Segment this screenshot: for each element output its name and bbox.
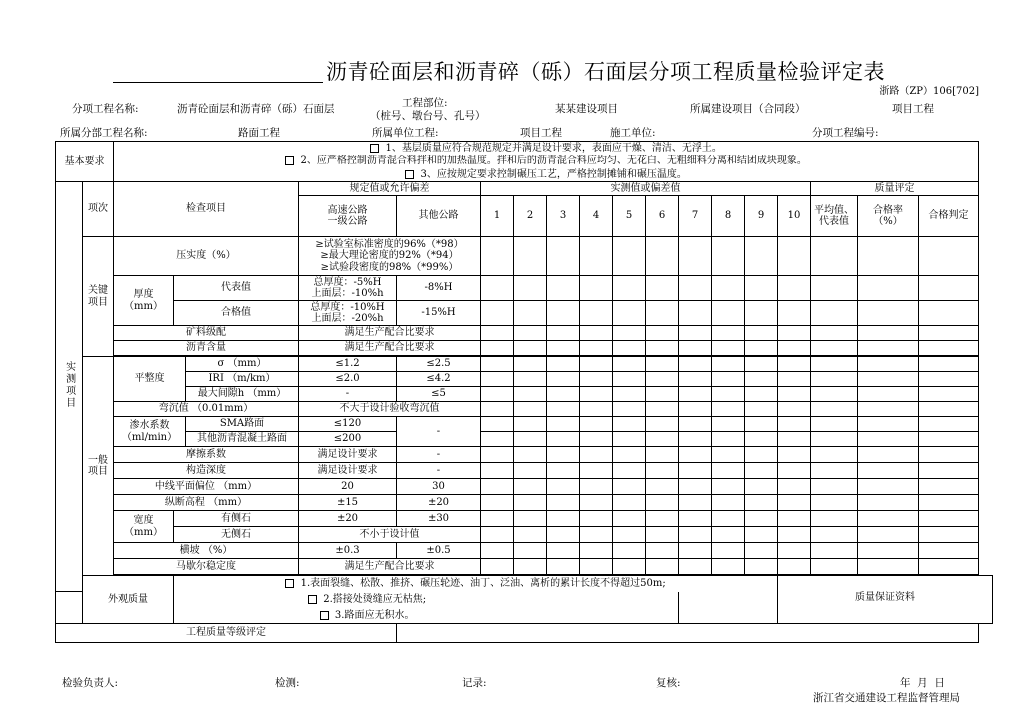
title-underline (113, 82, 323, 83)
location-sub: （桩号、墩台号、孔号） (370, 110, 486, 122)
subitem-label: 分项工程名称: (72, 103, 139, 115)
deflection-label: 弯沉值 （0.01mm） (114, 402, 299, 417)
quality-header: 质量评定 (811, 182, 979, 196)
seq-header: 项次 (83, 182, 114, 237)
form-title: 沥青砼面层和沥青碎（砾）石面层分项工程质量检验评定表 (326, 60, 885, 84)
centerline-other: 30 (397, 479, 481, 495)
judge-header: 合格判定 (919, 196, 979, 237)
compaction-spec: ≥试验室标准密度的96%（*98） ≥最大理论密度的92%（*94） ≥试验段密度的98%（*99%） (299, 237, 481, 276)
width-label: 宽度 （mm） (114, 511, 174, 543)
col-3: 3 (547, 196, 580, 237)
spec-header: 规定值或允许偏差 (299, 182, 481, 196)
unit-label: 所属单位工程: (372, 127, 439, 139)
code-label: 分项工程编号: (812, 127, 879, 139)
other-road-header: 其他公路 (397, 196, 481, 237)
basic-checkbox-1[interactable] (370, 144, 379, 153)
thickness-rep-spec-highway: 总厚度：-5%H 上面层：-10%h (299, 276, 397, 301)
grade-label: 工程质量等级评定 (56, 624, 397, 643)
tester-label: 检测: (275, 677, 300, 689)
friction-label: 摩擦系数 (114, 447, 299, 463)
slope-highway: ±0.3 (299, 543, 397, 559)
org-label: 浙江省交通建设工程监督管理局 (813, 692, 960, 704)
thickness-label: 厚度 （mm） (114, 276, 174, 326)
appearance-item-2: 2.搭接处烫缝应无枯焦; (323, 594, 427, 606)
measured-items-label: 实测项目 (56, 182, 83, 592)
subitem-value: 沥青砼面层和沥青碎（砾）石面层 (177, 103, 335, 115)
nocurb-label: 无侧石 (174, 527, 299, 543)
iri-highway: ≤2.0 (299, 372, 397, 387)
asphalt-label: 沥青含量 (114, 341, 299, 356)
seepage-other: - (397, 417, 481, 447)
col-1: 1 (481, 196, 514, 237)
curb-label: 有侧石 (174, 511, 299, 527)
curb-highway: ±20 (299, 511, 397, 527)
sigma-other: ≤2.5 (397, 357, 481, 372)
date-label: 年 月 日 (900, 677, 945, 689)
quality-assurance: 质量保证资料 (778, 576, 993, 624)
compaction-label: 压实度（%） (114, 237, 299, 276)
appearance-checkbox-2[interactable] (308, 595, 317, 604)
col-8: 8 (712, 196, 745, 237)
basic-item-1: 1、基层质量应符合规范规定并满足设计要求，表面应干燥、清洁、无浮土。 (385, 142, 722, 154)
form-code: 浙路（ZP）106[702] (879, 86, 979, 97)
centerline-label: 中线平面偏位 （mm） (114, 479, 299, 495)
check-item-header: 检查项目 (114, 182, 299, 237)
inspector-label: 检验负责人: (62, 677, 119, 689)
deflection-spec: 不大于设计验收弯沉值 (299, 402, 481, 417)
thickness-qual-spec-other: -15%H (397, 301, 481, 326)
elevation-highway: ±15 (299, 495, 397, 511)
unit-value: 项目工程 (520, 127, 562, 139)
col-2: 2 (514, 196, 547, 237)
location-label: 工程部位: (402, 97, 448, 109)
texture-highway: 满足设计要求 (299, 463, 397, 479)
asphalt-spec: 满足生产配合比要求 (299, 341, 481, 356)
friction-other: - (397, 447, 481, 463)
grade-value[interactable] (397, 624, 979, 643)
elevation-label: 纵断高程 （mm） (114, 495, 299, 511)
appearance-checkbox-3[interactable] (320, 611, 329, 620)
gap-highway: - (299, 387, 397, 402)
basic-item-2: 2、应严格控制沥青混合料拌和的加热温度。拌和后的沥青混合料应均匀、无花白、无粗细料分离和结团成块现象。 (300, 155, 807, 167)
curb-other: ±30 (397, 511, 481, 527)
col-7: 7 (679, 196, 712, 237)
other-mix-label: 其他沥青混凝土路面 (186, 432, 299, 447)
centerline-highway: 20 (299, 479, 397, 495)
sigma-highway: ≤1.2 (299, 357, 397, 372)
location-value: 某某建设项目 (555, 103, 618, 115)
thickness-qual-spec-highway: 总厚度：-10%H 上面层：-20%h (299, 301, 397, 326)
highway-header: 高速公路 一级公路 (299, 196, 397, 237)
gap-label: 最大间隙h （mm） (186, 387, 299, 402)
basic-item-3: 3、应按规定要求控制碾压工艺，严格控制摊铺和碾压温度。 (420, 168, 687, 180)
key-items-label: 关键项目 (83, 237, 114, 357)
basic-checkbox-3[interactable] (405, 170, 414, 179)
basic-checkbox-2[interactable] (285, 156, 294, 165)
appearance-item-1: 1.表面裂缝、松散、推挤、碾压轮迹、油丁、泛油、离析的累计长度不得超过50m; (300, 578, 666, 590)
appearance-checkbox-1[interactable] (285, 579, 294, 588)
marshall-label: 马歇尔稳定度 (114, 559, 299, 575)
appearance-item-3: 3.路面应无积水。 (334, 609, 415, 621)
gradation-spec: 满足生产配合比要求 (299, 326, 481, 341)
division-label: 所属分部工程名称: (60, 127, 148, 139)
general-items-label: 一般项目 (83, 357, 114, 576)
gradation-label: 矿料级配 (114, 326, 299, 341)
col-4: 4 (580, 196, 613, 237)
sma-label: SMA路面 (186, 417, 299, 432)
thickness-qual-label: 合格值 (174, 301, 299, 326)
sma-highway: ≤120 (299, 417, 397, 432)
slope-other: ±0.5 (397, 543, 481, 559)
texture-other: - (397, 463, 481, 479)
col-10: 10 (778, 196, 811, 237)
project-label: 所属建设项目（合同段） (690, 103, 806, 115)
thickness-rep-label: 代表值 (174, 276, 299, 301)
iri-other: ≤4.2 (397, 372, 481, 387)
seepage-label: 渗水系数 （ml/min） (114, 417, 186, 447)
contractor-label: 施工单位: (610, 127, 656, 139)
inspection-table (55, 141, 993, 643)
iri-label: IRI （m/km） (186, 372, 299, 387)
nocurb-spec: 不小于设计值 (299, 527, 481, 543)
thickness-rep-spec-other: -8%H (397, 276, 481, 301)
measured-header: 实测值或偏差值 (481, 182, 811, 196)
friction-highway: 满足设计要求 (299, 447, 397, 463)
col-6: 6 (646, 196, 679, 237)
marshall-spec: 满足生产配合比要求 (299, 559, 481, 575)
pass-rate-header: 合格率 （%） (858, 196, 919, 237)
reviewer-label: 复核: (656, 677, 681, 689)
recorder-label: 记录: (462, 677, 487, 689)
elevation-other: ±20 (397, 495, 481, 511)
division-value: 路面工程 (238, 127, 280, 139)
basic-label: 基本要求 (56, 142, 114, 182)
appearance-label: 外观质量 (83, 576, 174, 624)
project-value: 项目工程 (892, 103, 934, 115)
avg-header: 平均值、 代表值 (811, 196, 858, 237)
gap-other: ≤5 (397, 387, 481, 402)
other-mix-highway: ≤200 (299, 432, 397, 447)
col-9: 9 (745, 196, 778, 237)
sigma-label: σ （mm） (186, 357, 299, 372)
texture-label: 构造深度 (114, 463, 299, 479)
col-5: 5 (613, 196, 646, 237)
slope-label: 横坡 （%） (114, 543, 299, 559)
flatness-label: 平整度 (114, 357, 186, 402)
